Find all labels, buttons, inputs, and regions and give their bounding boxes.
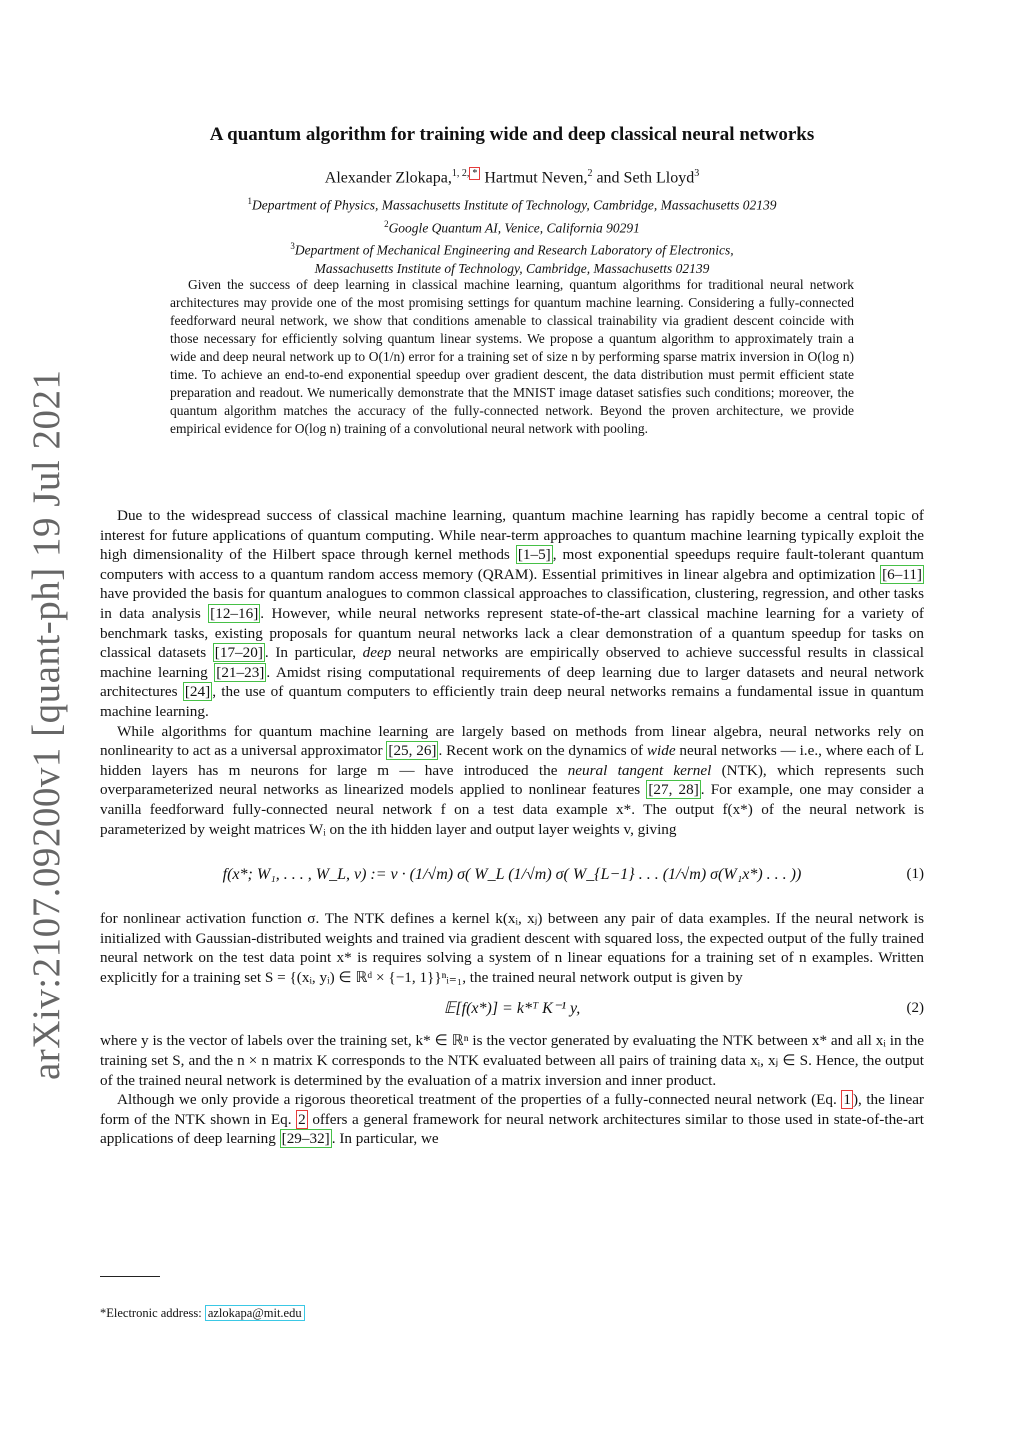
paragraph-output: where y is the vector of labels over the training set, k* ∈ ℝⁿ is the vector generated by evaluating the NTK between x* and all xᵢ in the training set S, and the n × n matrix K corresponds to the NTK evaluated between all pairs of training data xᵢ, xⱼ ∈ S. Hence, the output of the trained neural network is determined by the evaluation of a matrix inversion and inner product. (100, 1032, 924, 1089)
citation-link[interactable]: [27, 28] (648, 781, 699, 799)
abstract: Given the success of deep learning in classical machine learning, quantum algorithms for traditional neural network architectures may provide one of the most promising settings for quantum machine learning. Considering a fully-connected feedforward neural network, we show that conditions amenable to classical trainability via gradient descent coincide with those necessary for efficiently solving quantum linear systems. We propose a quantum algorithm to approximately train a wide and deep neural network up to O(1/n) error for a training set of size n by performing sparse matrix inversion in O(log n) time. To achieve an end-to-end exponential speedup over gradient descent, the data distribution must permit efficient state preparation and readout. We numerically demonstrate that the MNIST image dataset satisfies such conditions; moreover, the quantum algorithm matches the accuracy of the fully-connected network. Beyond the proven architecture, we provide empirical evidence for O(log n) training of a convolutional neural network with pooling. (170, 277, 854, 436)
equation-1-expression: f(x*; W₁, . . . , W_L, v) := v · (1/√m) σ( W_L (1/√m) σ( W_{L−1} . . . (1/√m) σ(W₁x*) . . . )) (222, 866, 802, 884)
paragraph-intro: Due to the widespread success of classical machine learning, quantum machine learning has rapidly become a central topic of interest for future applications of quantum computing. While near-term approaches to quantum machine learning typically exploit the high dimensionality of the Hilbert space through kernel methods [1–5] , most exponential speedups require fault-tolerant quantum computers with access to a quantum random access memory (QRAM). Essential primitives in linear algebra and optimization [6–11] have provided the basis for quantum analogues to common classical approaches to classification, clustering, regression, and other tasks in data analysis [12–16] . However, while neural networks represent state-of-the-art classical machine learning for a variety of benchmark tasks, existing proposals for quantum neural networks lack a clear demonstration of a quantum speedup for tasks on classical datasets [17–20] . In particular, deep neural networks are empirically observed to achieve successful results in classical machine learning [21–23] . Amidst rising computational requirements of deep learning due to larger datasets and neural network architectures [24] , the use of quantum computers to efficiently train deep neural networks remains a fundamental issue in quantum machine learning. (100, 507, 924, 720)
paragraph-ntk: While algorithms for quantum machine learning are largely based on methods from linear algebra, neural networks rely on nonlinearity to act as a universal approximator [25, 26] . Recent work on the dynamics of wide neural networks — i.e., where each of L hidden layers has m neurons for large m — have introduced the neural tangent kernel (NTK), which represents such overparameterized neural networks as linearized models applied to nonlinear features [27, 28] . For example, one may consider a vanilla feedforward fully-connected neural network f on a test data example x*. The output f(x*) of the neural network is parameterized by weight matrices Wᵢ on the ith hidden layer and output layer weights v, giving (100, 722, 925, 838)
affiliations (60, 192, 964, 278)
paper-title: A quantum algorithm for training wide and deep classical neural networks (209, 124, 815, 145)
equation-2-expression: 𝔼[f(x*)] = k*ᵀ K⁻¹ y, (443, 999, 581, 1017)
author-lloyd: and Seth Lloyd (596, 169, 695, 187)
citation-link[interactable]: [17–20] (214, 644, 263, 662)
footnote-rule (100, 1276, 160, 1277)
affiliation-2: $^2$Google Quantum AI, Venice, California 90291 (384, 218, 640, 235)
author-list (60, 168, 964, 187)
author-neven-affil: 2 (587, 168, 593, 179)
equation-ref-link[interactable]: 1 (843, 1091, 851, 1109)
main-text (100, 506, 924, 1149)
citation-link[interactable]: [24] (184, 683, 211, 701)
footnote-link[interactable]: * (469, 167, 480, 180)
footnote-label: *Electronic address: (100, 1306, 205, 1320)
email-link[interactable]: azlokapa@mit.edu (205, 1305, 305, 1321)
paragraph-kernel: for nonlinear activation function σ. The NTK defines a kernel k(xᵢ, xⱼ) between any pair of data examples. If the neural network is initialized with Gaussian-distributed weights and trained via gradient descent with squared loss, the expected output of the fully trained neural network on the test data point x* is requires solving a system of n linear equations for a training set of n examples. Written explicitly for a training set S = {(xᵢ, yᵢ) ∈ ℝᵈ × {−1, 1}}ⁿᵢ₌₁, the trained neural network output is given by (100, 910, 924, 986)
citation-link[interactable]: [21–23] (216, 663, 265, 681)
citation-link[interactable]: [29–32] (281, 1130, 330, 1148)
author-lloyd-affil: 3 (694, 168, 700, 179)
citation-link[interactable]: [12–16] (210, 604, 259, 622)
author-zlokapa: Alexander Zlokapa, (324, 169, 452, 187)
paragraph-framework: Although we only provide a rigorous theoretical treatment of the properties of a fully-connected neural network (Eq. 1 ), the linear form of the NTK shown in Eq. 2 offers a general framework for neural network architectures similar to those used in state-of-the-art applications of deep learning [29–32] . In particular, we (100, 1091, 924, 1148)
equation-2 (100, 993, 924, 1023)
footnote (100, 1306, 305, 1321)
citation-link[interactable]: [6–11] (882, 565, 922, 583)
affiliation-3-cont: Massachusetts Institute of Technology, Cambridge, Massachusetts 02139 (314, 260, 710, 276)
equation-ref-link[interactable]: 2 (298, 1110, 306, 1128)
equation-2-number: (2) (906, 999, 924, 1016)
equation-1 (100, 851, 924, 899)
author-zlokapa-affil: 1, 2, (451, 168, 470, 179)
arxiv-sidebar-id: arXiv:2107.09200v1 [quant-ph] 19 Jul 2021 (25, 369, 68, 1080)
equation-1-number: (1) (906, 866, 924, 883)
author-neven: Hartmut Neven, (484, 169, 588, 187)
affiliation-3: $^3$Department of Mechanical Engineering and Research Laboratory of Electronics, (290, 241, 734, 258)
citation-link[interactable]: [25, 26] (388, 742, 437, 760)
citation-link[interactable]: [1–5] (517, 546, 551, 564)
affiliation-1: $^1$Department of Physics, Massachusetts Institute of Technology, Cambridge, Massachusetts 02139 (247, 196, 777, 213)
